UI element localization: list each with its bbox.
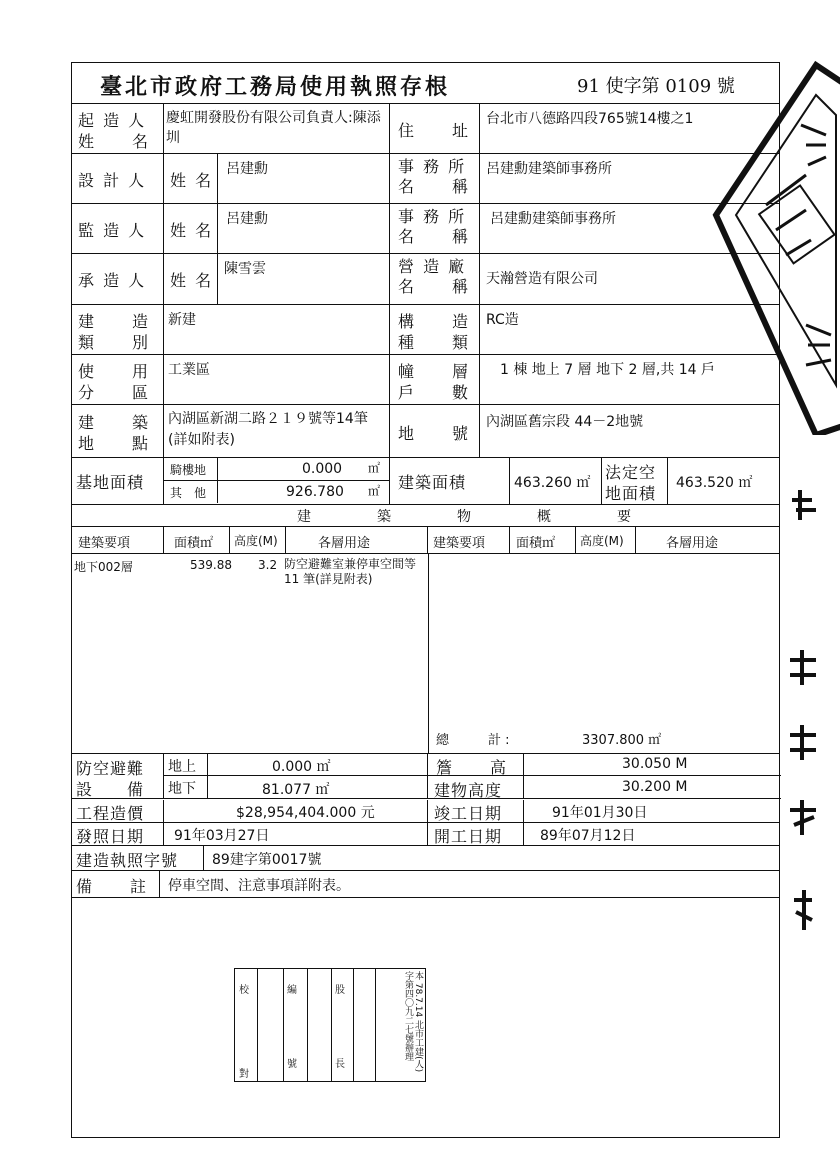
permit-row: 建造執照字號 89建字第0017號 xyxy=(72,846,779,871)
contractor-firm: 天瀚營造有限公司 xyxy=(486,271,598,287)
other-area: 926.780 xyxy=(286,484,344,500)
address-value: 台北市八德路四段765號14樓之1 xyxy=(486,111,694,127)
table-row-height: 3.2 xyxy=(258,558,278,572)
start-date: 89年07月12日 xyxy=(540,828,636,844)
arcade-area: 0.000 xyxy=(302,461,343,477)
table-row-area: 539.88 xyxy=(190,558,232,572)
supervisor-row: 監 造 人 姓 名 呂建勳 事 務 所 名 稱 呂建勳建築師事務所 xyxy=(72,204,779,254)
issue-date: 91年03月27日 xyxy=(174,828,270,844)
designer-row: 設 計 人 姓 名 呂建勳 事 務 所 名 稱 呂建勳建築師事務所 xyxy=(72,154,779,204)
shelter-below: 81.077 ㎡ xyxy=(262,782,330,798)
shelter-above: 0.000 ㎡ xyxy=(272,759,331,775)
supervisor-office: 呂建勳建築師事務所 xyxy=(490,211,616,227)
construction-cost: $28,954,404.000 元 xyxy=(236,805,375,821)
permit-number: 91 使字第 0109 號 xyxy=(577,76,735,97)
zone-value: 工業區 xyxy=(168,362,210,378)
legal-open-area: 463.520 ㎡ xyxy=(676,475,753,491)
location-value: 內湖區新湖二路２１９號等14筆(詳如附表) xyxy=(168,411,368,448)
building-area: 463.260 ㎡ xyxy=(514,475,591,491)
issue-row: 發照日期 91年03月27日 開工日期 89年07月12日 xyxy=(72,823,779,846)
permit-document xyxy=(71,62,780,1138)
location-row: 建 築 地 點 內湖區新湖二路２１９號等14筆(詳如附表) 地 號 內湖區舊宗段 44－2地號 xyxy=(72,405,779,458)
table-row-item: 地下002層 xyxy=(74,560,133,574)
contractor-row: 承 造 人 姓 名 陳雪雲 營 造 廠 名 稱 天瀚營造有限公司 xyxy=(72,254,779,305)
units-value: 1 棟 地上 7 層 地下 2 層,共 14 戶 xyxy=(500,362,716,378)
building-permit-number: 89建字第0017號 xyxy=(212,852,322,868)
build-type-value: 新建 xyxy=(168,312,196,328)
remarks-row: 備 註 停車空間、注意事項詳附表。 xyxy=(72,871,779,898)
eave-height: 30.050 M xyxy=(622,756,688,772)
page-title: 臺北市政府工務局使用執照存根 xyxy=(100,74,451,100)
contractor-name: 陳雪雲 xyxy=(224,261,266,277)
edge-marks xyxy=(784,480,824,940)
stamp-note: 本 78.7.14 北市工建(人)字第四〇九二七號辦理 xyxy=(403,971,423,1073)
cost-row: 工程造價 $28,954,404.000 元 竣工日期 91年01月30日 xyxy=(72,800,779,823)
shelter-row: 防空避難 設 備 地上 0.000 ㎡ 地下 81.077 ㎡ 簷 高 30.050 M 建物高度 30.200 M xyxy=(72,754,779,799)
seal-watermark xyxy=(696,55,840,435)
overview-body: 地下002層 539.88 3.2 防空避難室兼停車空間等 11 筆(詳見附表) 總 計 : 3307.800 ㎡ xyxy=(72,554,779,754)
designer-name: 呂建勳 xyxy=(226,161,268,177)
applicant-row: 起 造 人 姓 名 慶虹開發股份有限公司負責人:陳添圳 住 址 台北市八德路四段765號14樓之1 xyxy=(72,104,779,154)
build-type-row: 建 造 類 別 新建 構 造 種 類 RC造 xyxy=(72,305,779,355)
table-row-use: 防空避難室兼停車空間等 11 筆(詳見附表) xyxy=(284,557,417,586)
designer-office: 呂建勳建築師事務所 xyxy=(486,161,612,177)
total-area: 3307.800 ㎡ xyxy=(582,733,662,748)
overview-header: 建 築 物 概 要 xyxy=(72,505,779,527)
lot-value: 內湖區舊宗段 44－2地號 xyxy=(486,414,644,430)
approval-stamp: 校 對 編 號 股 長 本 78.7.14 北市工建(人)字第四〇九二七號辦理 xyxy=(234,968,426,1082)
building-height: 30.200 M xyxy=(622,779,688,795)
overview-columns: 建築要項 面積㎡ 高度(M) 各層用途 建築要項 面積㎡ 高度(M) 各層用途 xyxy=(72,527,779,554)
completion-date: 91年01月30日 xyxy=(552,805,648,821)
structure-value: RC造 xyxy=(486,312,519,328)
remarks-value: 停車空間、注意事項詳附表。 xyxy=(168,878,350,894)
applicant-name: 慶虹開發股份有限公司負責人:陳添圳 xyxy=(166,110,381,146)
zone-row: 使 用 分 區 工業區 幢 層 戶 數 1 棟 地上 7 層 地下 2 層,共 14 戶 xyxy=(72,355,779,405)
supervisor-name: 呂建勳 xyxy=(226,211,268,227)
title-row xyxy=(72,63,779,104)
base-area-row: 基地面積 騎樓地 0.000 ㎡ 其 他 926.780 ㎡ 建築面積 463.260 ㎡ 法定空 地面積 463.520 ㎡ xyxy=(72,458,779,505)
